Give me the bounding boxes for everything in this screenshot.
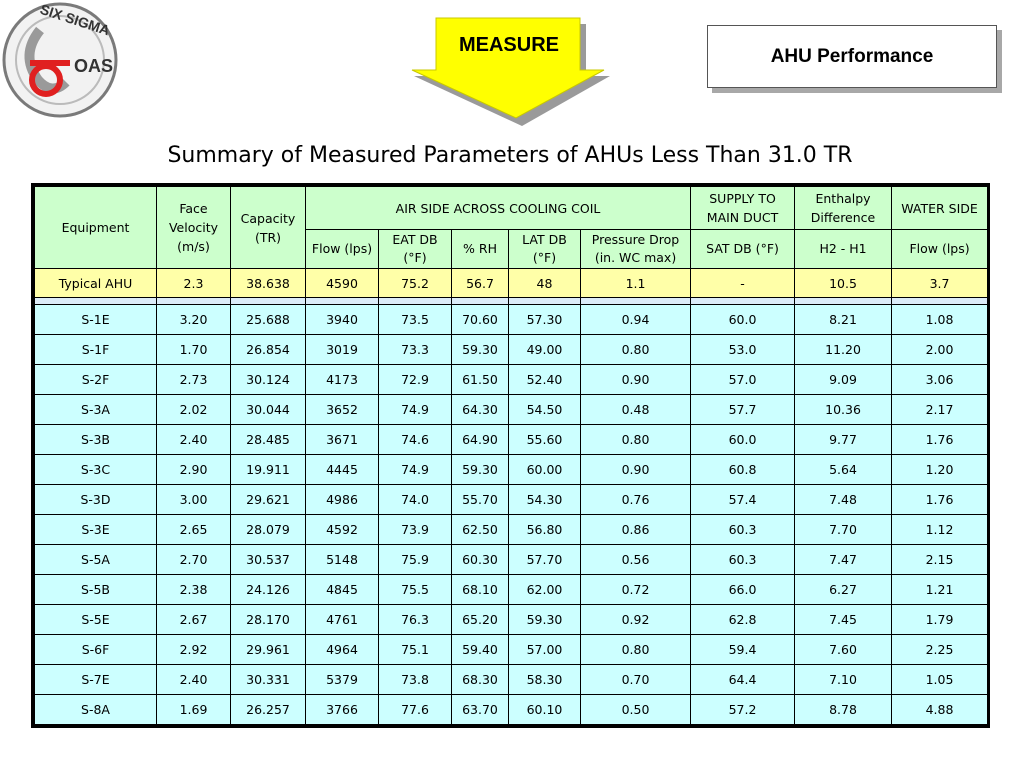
separator-cell — [581, 298, 691, 305]
summary-table — [31, 183, 990, 728]
table-row — [35, 395, 988, 425]
header-lat-db-l2: (°F) — [532, 250, 557, 265]
typical-ahu-row — [35, 269, 988, 298]
table-body — [35, 305, 988, 725]
value-cell: 75.5 — [379, 575, 452, 605]
value-cell: 0.80 — [581, 425, 691, 455]
value-cell: 1.79 — [892, 605, 988, 635]
equipment-cell: S-3E — [35, 515, 157, 545]
value-cell: 1.76 — [892, 485, 988, 515]
value-cell: 74.0 — [379, 485, 452, 515]
value-cell: 0.90 — [581, 455, 691, 485]
header-face-velocity-l1: Face — [179, 201, 208, 216]
table-row — [35, 335, 988, 365]
value-cell: 0.92 — [581, 605, 691, 635]
header-eat-db-l1: EAT DB — [392, 232, 438, 247]
table-row — [35, 635, 988, 665]
value-cell: 0.48 — [581, 395, 691, 425]
value-cell: 60.0 — [691, 305, 795, 335]
header-lat-db — [509, 230, 581, 269]
header-sat-db: SAT DB (°F) — [691, 230, 795, 269]
value-cell: 59.40 — [452, 635, 509, 665]
value-cell: 28.170 — [231, 605, 306, 635]
value-cell: 2.65 — [157, 515, 231, 545]
value-cell: 3671 — [306, 425, 379, 455]
ahu-performance-box: AHU Performance — [707, 25, 997, 88]
equipment-cell: S-5E — [35, 605, 157, 635]
value-cell: 4964 — [306, 635, 379, 665]
table-row — [35, 575, 988, 605]
value-cell: 72.9 — [379, 365, 452, 395]
header-capacity-l1: Capacity — [240, 210, 296, 226]
header-eat-db — [379, 230, 452, 269]
equipment-cell: S-6F — [35, 635, 157, 665]
value-cell: 4986 — [306, 485, 379, 515]
page-title: Summary of Measured Parameters of AHUs Less Than 31.0 TR — [167, 143, 853, 168]
value-cell: 60.30 — [452, 545, 509, 575]
header-enthalpy-l2: Difference — [810, 210, 876, 225]
value-cell: 9.77 — [795, 425, 892, 455]
header-face-velocity-l3: (m/s) — [177, 239, 210, 254]
value-cell: 28.485 — [231, 425, 306, 455]
value-cell: 74.9 — [379, 455, 452, 485]
value-cell: 55.60 — [509, 425, 581, 455]
value-cell: 5.64 — [795, 455, 892, 485]
value-cell: 74.6 — [379, 425, 452, 455]
equipment-cell: S-3B — [35, 425, 157, 455]
value-cell: 75.9 — [379, 545, 452, 575]
logo-right-text: OAS — [74, 56, 114, 76]
separator-cell — [892, 298, 988, 305]
value-cell: 7.60 — [795, 635, 892, 665]
value-cell: 0.86 — [581, 515, 691, 545]
header-enthalpy — [795, 187, 892, 230]
value-cell: 74.9 — [379, 395, 452, 425]
value-cell: 9.09 — [795, 365, 892, 395]
typical-cell: 1.1 — [581, 269, 691, 298]
typical-cell: 10.5 — [795, 269, 892, 298]
value-cell: 53.0 — [691, 335, 795, 365]
typical-cell: Typical AHU — [35, 269, 157, 298]
header-h2-h1: H2 - H1 — [795, 230, 892, 269]
header-water-flow: Flow (lps) — [892, 230, 988, 269]
value-cell: 2.38 — [157, 575, 231, 605]
value-cell: 0.80 — [581, 635, 691, 665]
value-cell: 2.02 — [157, 395, 231, 425]
value-cell: 64.90 — [452, 425, 509, 455]
table-row — [35, 665, 988, 695]
header-rh: % RH — [452, 230, 509, 269]
value-cell: 4.88 — [892, 695, 988, 725]
value-cell: 66.0 — [691, 575, 795, 605]
separator-cell — [35, 298, 157, 305]
value-cell: 1.12 — [892, 515, 988, 545]
header-capacity-l2: (TR) — [254, 229, 282, 245]
value-cell: 62.00 — [509, 575, 581, 605]
value-cell: 70.60 — [452, 305, 509, 335]
table-row — [35, 305, 988, 335]
typical-cell: - — [691, 269, 795, 298]
value-cell: 1.08 — [892, 305, 988, 335]
measure-arrow-icon — [410, 14, 610, 126]
typical-cell: 4590 — [306, 269, 379, 298]
value-cell: 8.78 — [795, 695, 892, 725]
value-cell: 3.20 — [157, 305, 231, 335]
value-cell: 60.0 — [691, 425, 795, 455]
table-row — [35, 605, 988, 635]
value-cell: 59.30 — [452, 455, 509, 485]
value-cell: 2.67 — [157, 605, 231, 635]
header-face-velocity — [157, 187, 231, 269]
value-cell: 11.20 — [795, 335, 892, 365]
separator-cell — [157, 298, 231, 305]
value-cell: 2.15 — [892, 545, 988, 575]
value-cell: 62.50 — [452, 515, 509, 545]
header-lat-db-l1: LAT DB — [522, 232, 567, 247]
value-cell: 0.80 — [581, 335, 691, 365]
typical-cell: 2.3 — [157, 269, 231, 298]
value-cell: 26.854 — [231, 335, 306, 365]
header-equipment: Equipment — [35, 187, 157, 269]
value-cell: 57.7 — [691, 395, 795, 425]
separator-cell — [795, 298, 892, 305]
value-cell: 5379 — [306, 665, 379, 695]
value-cell: 62.8 — [691, 605, 795, 635]
typical-cell: 38.638 — [231, 269, 306, 298]
header-air-side: AIR SIDE ACROSS COOLING COIL — [306, 187, 691, 230]
value-cell: 73.8 — [379, 665, 452, 695]
logo-top-text: SIX SIGMA — [38, 0, 112, 39]
value-cell: 1.21 — [892, 575, 988, 605]
separator-cell — [231, 298, 306, 305]
value-cell: 5148 — [306, 545, 379, 575]
value-cell: 59.30 — [509, 605, 581, 635]
table-row — [35, 425, 988, 455]
value-cell: 4761 — [306, 605, 379, 635]
value-cell: 60.3 — [691, 515, 795, 545]
value-cell: 3940 — [306, 305, 379, 335]
typical-cell: 3.7 — [892, 269, 988, 298]
header-row-1 — [35, 187, 988, 230]
separator-cell — [691, 298, 795, 305]
separator-cell — [509, 298, 581, 305]
value-cell: 8.21 — [795, 305, 892, 335]
value-cell: 49.00 — [509, 335, 581, 365]
value-cell: 3019 — [306, 335, 379, 365]
equipment-cell: S-1E — [35, 305, 157, 335]
value-cell: 56.80 — [509, 515, 581, 545]
value-cell: 3.00 — [157, 485, 231, 515]
header-flow: Flow (lps) — [306, 230, 379, 269]
value-cell: 3766 — [306, 695, 379, 725]
value-cell: 59.30 — [452, 335, 509, 365]
header-enthalpy-l1: Enthalpy — [815, 191, 871, 206]
value-cell: 0.56 — [581, 545, 691, 575]
value-cell: 7.70 — [795, 515, 892, 545]
table-row — [35, 365, 988, 395]
header-pressure-drop — [581, 230, 691, 269]
header-capacity — [231, 187, 306, 269]
value-cell: 73.3 — [379, 335, 452, 365]
value-cell: 2.90 — [157, 455, 231, 485]
value-cell: 1.20 — [892, 455, 988, 485]
equipment-cell: S-5A — [35, 545, 157, 575]
separator-cell — [379, 298, 452, 305]
value-cell: 60.10 — [509, 695, 581, 725]
value-cell: 57.2 — [691, 695, 795, 725]
table-row — [35, 695, 988, 725]
value-cell: 29.961 — [231, 635, 306, 665]
value-cell: 57.0 — [691, 365, 795, 395]
table-row — [35, 455, 988, 485]
value-cell: 2.40 — [157, 665, 231, 695]
value-cell: 30.331 — [231, 665, 306, 695]
separator-row — [35, 298, 988, 305]
value-cell: 7.47 — [795, 545, 892, 575]
value-cell: 63.70 — [452, 695, 509, 725]
value-cell: 60.8 — [691, 455, 795, 485]
value-cell: 73.9 — [379, 515, 452, 545]
value-cell: 25.688 — [231, 305, 306, 335]
value-cell: 59.4 — [691, 635, 795, 665]
value-cell: 76.3 — [379, 605, 452, 635]
value-cell: 75.1 — [379, 635, 452, 665]
value-cell: 58.30 — [509, 665, 581, 695]
value-cell: 60.3 — [691, 545, 795, 575]
value-cell: 2.25 — [892, 635, 988, 665]
value-cell: 7.10 — [795, 665, 892, 695]
header-water-side: WATER SIDE — [892, 187, 988, 230]
value-cell: 26.257 — [231, 695, 306, 725]
header-pressure-drop-l1: Pressure Drop — [591, 232, 680, 247]
value-cell: 52.40 — [509, 365, 581, 395]
equipment-cell: S-5B — [35, 575, 157, 605]
value-cell: 57.30 — [509, 305, 581, 335]
value-cell: 0.70 — [581, 665, 691, 695]
value-cell: 2.70 — [157, 545, 231, 575]
value-cell: 68.30 — [452, 665, 509, 695]
value-cell: 0.76 — [581, 485, 691, 515]
header-supply — [691, 187, 795, 230]
value-cell: 68.10 — [452, 575, 509, 605]
table-row — [35, 485, 988, 515]
equipment-cell: S-8A — [35, 695, 157, 725]
six-sigma-oas-logo — [0, 0, 124, 120]
value-cell: 6.27 — [795, 575, 892, 605]
typical-cell: 48 — [509, 269, 581, 298]
value-cell: 61.50 — [452, 365, 509, 395]
value-cell: 0.94 — [581, 305, 691, 335]
value-cell: 1.69 — [157, 695, 231, 725]
value-cell: 2.17 — [892, 395, 988, 425]
value-cell: 10.36 — [795, 395, 892, 425]
value-cell: 4445 — [306, 455, 379, 485]
table-row — [35, 545, 988, 575]
value-cell: 7.45 — [795, 605, 892, 635]
typical-cell: 75.2 — [379, 269, 452, 298]
value-cell: 29.621 — [231, 485, 306, 515]
value-cell: 64.30 — [452, 395, 509, 425]
value-cell: 73.5 — [379, 305, 452, 335]
value-cell: 60.00 — [509, 455, 581, 485]
value-cell: 2.92 — [157, 635, 231, 665]
value-cell: 54.50 — [509, 395, 581, 425]
value-cell: 1.76 — [892, 425, 988, 455]
value-cell: 57.00 — [509, 635, 581, 665]
value-cell: 30.124 — [231, 365, 306, 395]
value-cell: 3.06 — [892, 365, 988, 395]
value-cell: 2.73 — [157, 365, 231, 395]
value-cell: 77.6 — [379, 695, 452, 725]
value-cell: 19.911 — [231, 455, 306, 485]
value-cell: 1.05 — [892, 665, 988, 695]
measure-label: MEASURE — [458, 34, 559, 56]
value-cell: 2.00 — [892, 335, 988, 365]
value-cell: 30.044 — [231, 395, 306, 425]
value-cell: 57.70 — [509, 545, 581, 575]
value-cell: 7.48 — [795, 485, 892, 515]
value-cell: 0.90 — [581, 365, 691, 395]
value-cell: 64.4 — [691, 665, 795, 695]
value-cell: 1.70 — [157, 335, 231, 365]
header-face-velocity-l2: Velocity — [168, 220, 219, 235]
header-supply-l2: MAIN DUCT — [706, 210, 779, 225]
header-pressure-drop-l2: (in. WC max) — [594, 250, 677, 265]
separator-cell — [452, 298, 509, 305]
header-eat-db-l2: (°F) — [403, 250, 427, 265]
value-cell: 4845 — [306, 575, 379, 605]
value-cell: 0.72 — [581, 575, 691, 605]
separator-cell — [306, 298, 379, 305]
value-cell: 57.4 — [691, 485, 795, 515]
value-cell: 4592 — [306, 515, 379, 545]
value-cell: 2.40 — [157, 425, 231, 455]
value-cell: 3652 — [306, 395, 379, 425]
equipment-cell: S-3D — [35, 485, 157, 515]
value-cell: 54.30 — [509, 485, 581, 515]
equipment-cell: S-3C — [35, 455, 157, 485]
equipment-cell: S-7E — [35, 665, 157, 695]
value-cell: 55.70 — [452, 485, 509, 515]
value-cell: 24.126 — [231, 575, 306, 605]
equipment-cell: S-2F — [35, 365, 157, 395]
equipment-cell: S-3A — [35, 395, 157, 425]
equipment-cell: S-1F — [35, 335, 157, 365]
value-cell: 0.50 — [581, 695, 691, 725]
table-row — [35, 515, 988, 545]
header-supply-l1: SUPPLY TO — [709, 191, 776, 206]
value-cell: 65.20 — [452, 605, 509, 635]
value-cell: 4173 — [306, 365, 379, 395]
typical-cell: 56.7 — [452, 269, 509, 298]
value-cell: 28.079 — [231, 515, 306, 545]
value-cell: 30.537 — [231, 545, 306, 575]
